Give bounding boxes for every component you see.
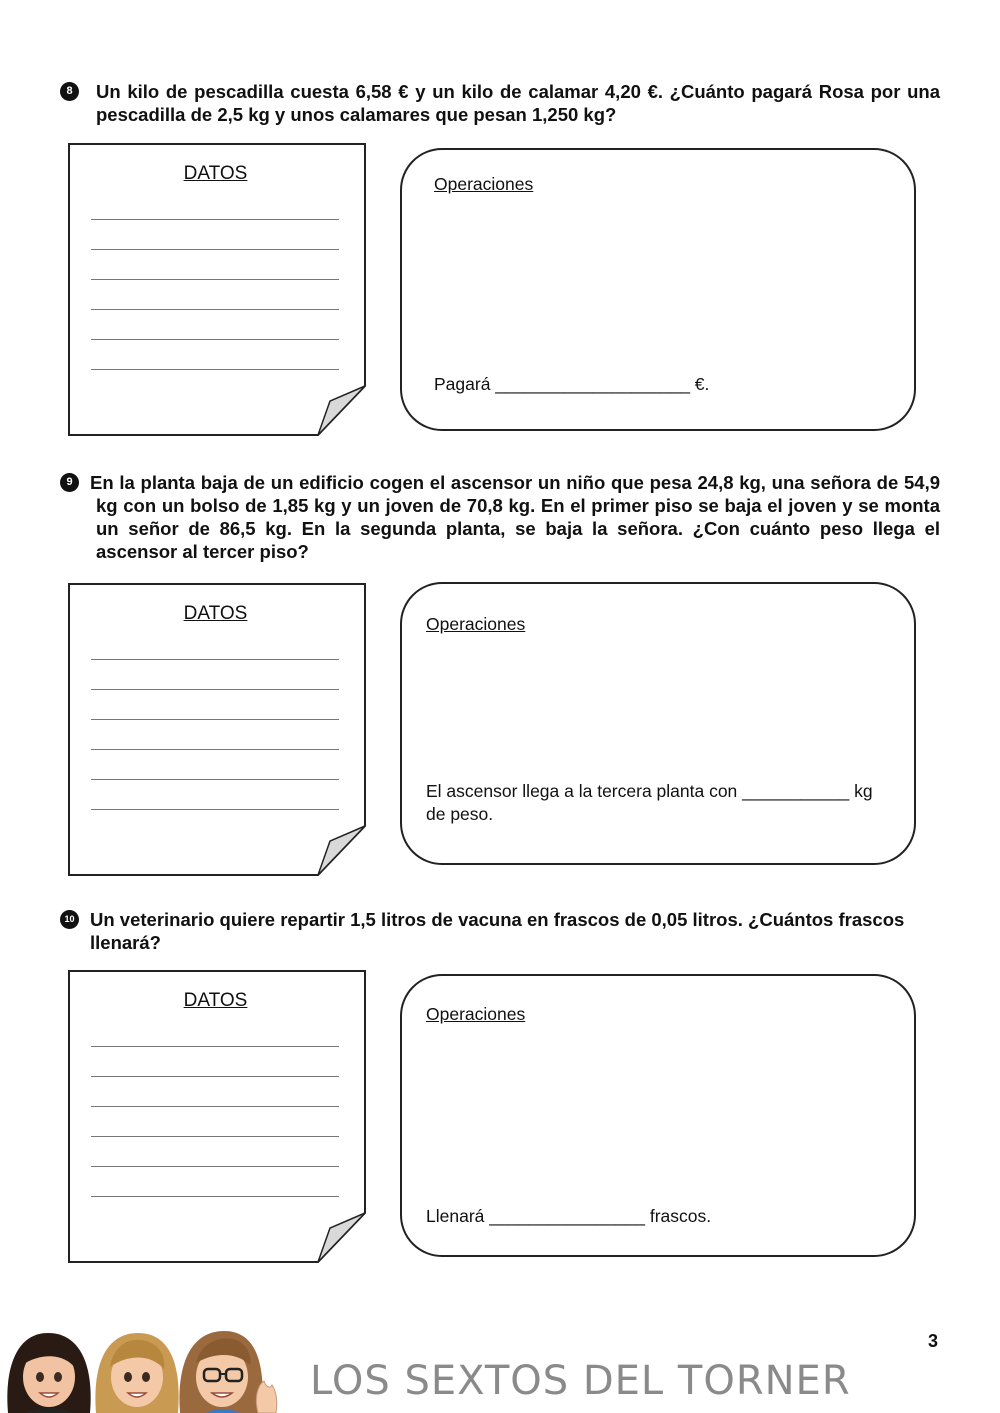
avatar-girl-icon bbox=[7, 1333, 90, 1413]
avatar-waving-glasses-icon bbox=[179, 1331, 276, 1413]
datos-label: DATOS bbox=[183, 603, 248, 624]
problem-number-badge: 9 bbox=[60, 473, 79, 492]
datos-label: DATOS bbox=[183, 163, 248, 184]
problem-text: Un kilo de pescadilla cuesta 6,58 € y un kilo de calamar 4,20 €. ¿Cuánto pagará Rosa por una pescadilla de 2,5 kg y unos calamares que pesan 1,250 kg? bbox=[96, 81, 940, 125]
answer-line: El ascensor llega a la tercera planta con ___________ kg de peso. bbox=[426, 781, 873, 824]
avatars-group bbox=[0, 1325, 290, 1413]
operaciones-label: Operaciones bbox=[426, 614, 526, 634]
problem-8 bbox=[60, 80, 940, 126]
operaciones-box-8 bbox=[400, 148, 916, 431]
operaciones-label: Operaciones bbox=[426, 1004, 526, 1024]
datos-writing-lines bbox=[91, 659, 339, 839]
problem-10 bbox=[60, 908, 940, 954]
problem-9 bbox=[60, 471, 940, 563]
datos-writing-lines bbox=[91, 219, 339, 399]
avatar-blonde-girl-icon bbox=[95, 1333, 178, 1413]
problem-number-badge: 10 bbox=[60, 910, 79, 929]
datos-note-8 bbox=[68, 143, 366, 435]
problem-number-badge: 8 bbox=[60, 82, 79, 101]
datos-label: DATOS bbox=[183, 990, 248, 1011]
operaciones-label: Operaciones bbox=[434, 174, 534, 194]
datos-note-10 bbox=[68, 970, 366, 1262]
operaciones-box-9 bbox=[400, 582, 916, 865]
datos-writing-lines bbox=[91, 1046, 339, 1226]
problem-text: Un veterinario quiere repartir 1,5 litros de vacuna en frascos de 0,05 litros. ¿Cuántos frascos llenará? bbox=[90, 909, 905, 953]
footer-title: LOS SEXTOS DEL TORNER bbox=[310, 1358, 851, 1404]
page-number: 3 bbox=[927, 1331, 938, 1351]
operaciones-box-10 bbox=[400, 974, 916, 1257]
answer-line: Pagará ____________________ €. bbox=[434, 374, 710, 394]
problem-text: En la planta baja de un edificio cogen el ascensor un niño que pesa 24,8 kg, una señora de 54,9 kg con un bolso de 1,85 kg y un joven de 70,8 kg. En el primer piso se baja el joven y se monta un señor de 86,5 kg. En la segunda planta, se baja la señora. ¿Con cuánto peso llega el ascensor al tercer piso? bbox=[90, 472, 940, 562]
answer-line: Llenará ________________ frascos. bbox=[426, 1206, 712, 1226]
datos-note-9 bbox=[68, 583, 366, 875]
